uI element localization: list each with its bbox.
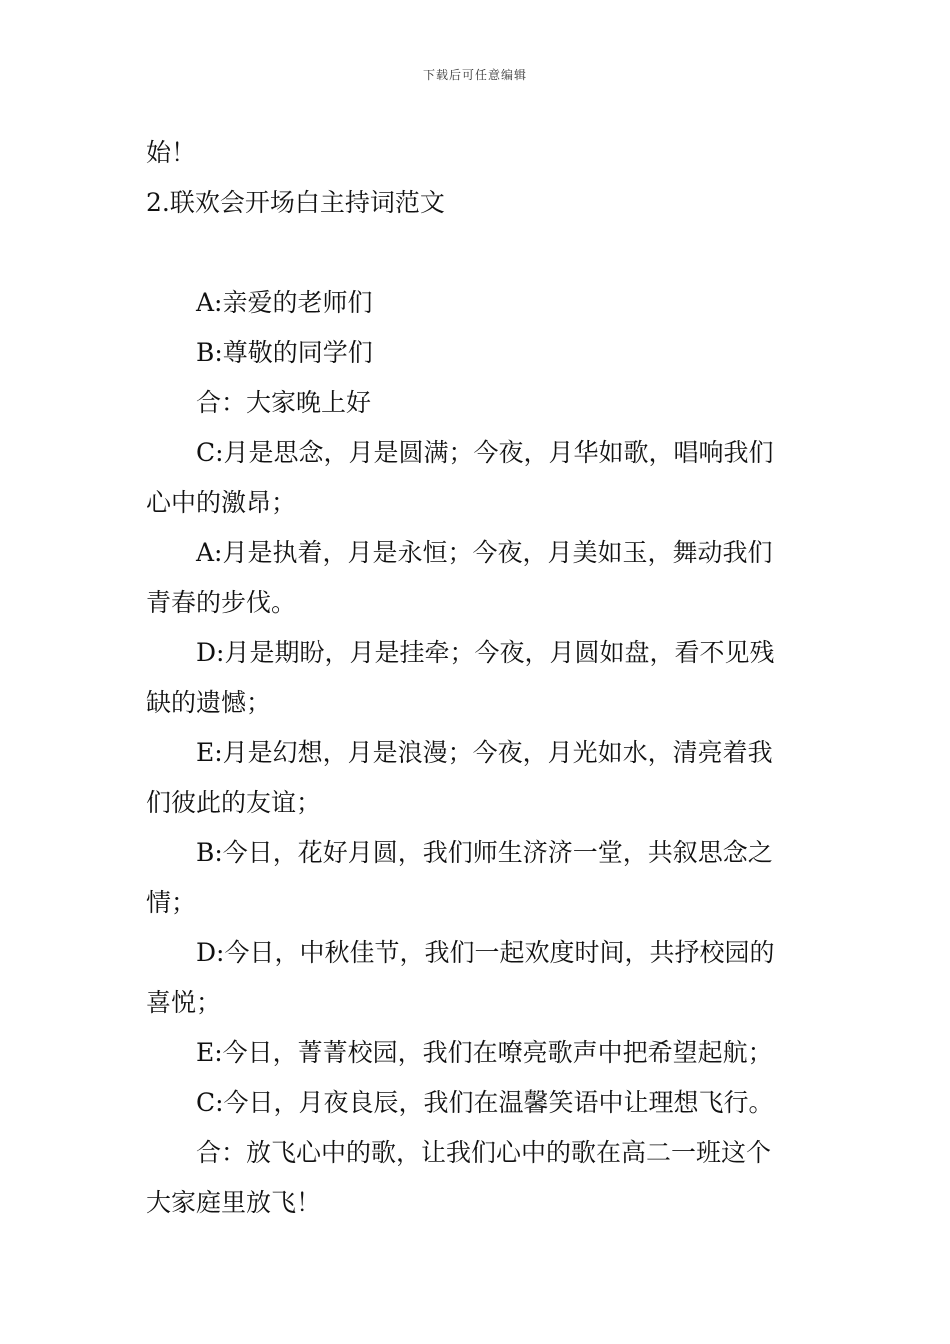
text-line: 大家庭里放飞！	[146, 1188, 322, 1217]
text-line: B:今日，花好月圆，我们师生济济一堂，共叙思念之	[196, 838, 773, 867]
text-line: B:尊敬的同学们	[196, 338, 373, 367]
blank-line	[146, 228, 808, 278]
text-line: C:月是思念，月是圆满；今夜，月华如歌，唱响我们	[196, 438, 774, 467]
section-heading: 2.联欢会开场白主持词范文	[146, 188, 445, 217]
text-line: 们彼此的友谊；	[146, 788, 322, 817]
page-header-note: 下载后可任意编辑	[422, 68, 527, 82]
text-line: E:月是幻想，月是浪漫；今夜，月光如水，清亮着我	[196, 738, 773, 767]
text-line: 喜悦；	[146, 988, 222, 1017]
text-line: D:月是期盼，月是挂牵；今夜，月圆如盘，看不见残	[196, 638, 775, 667]
text-line: 情；	[146, 888, 197, 917]
text-line: 始！	[146, 138, 197, 167]
text-line: C:今日，月夜良辰，我们在温馨笑语中让理想飞行。	[196, 1088, 774, 1117]
text-line: D:今日，中秋佳节，我们一起欢度时间，共抒校园的	[196, 938, 775, 967]
text-line: 缺的遗憾；	[146, 688, 272, 717]
text-line: A:亲爱的老师们	[196, 288, 373, 317]
text-line: 心中的激昂；	[146, 488, 297, 517]
document-body	[146, 128, 808, 1228]
text-line: E:今日，菁菁校园，我们在嘹亮歌声中把希望起航；	[196, 1038, 773, 1067]
text-line: 合：大家晚上好	[196, 388, 372, 417]
text-line: 青春的步伐。	[146, 588, 297, 617]
text-line: A:月是执着，月是永恒；今夜，月美如玉，舞动我们	[196, 538, 773, 567]
text-line: 合：放飞心中的歌，让我们心中的歌在高二一班这个	[196, 1138, 772, 1167]
